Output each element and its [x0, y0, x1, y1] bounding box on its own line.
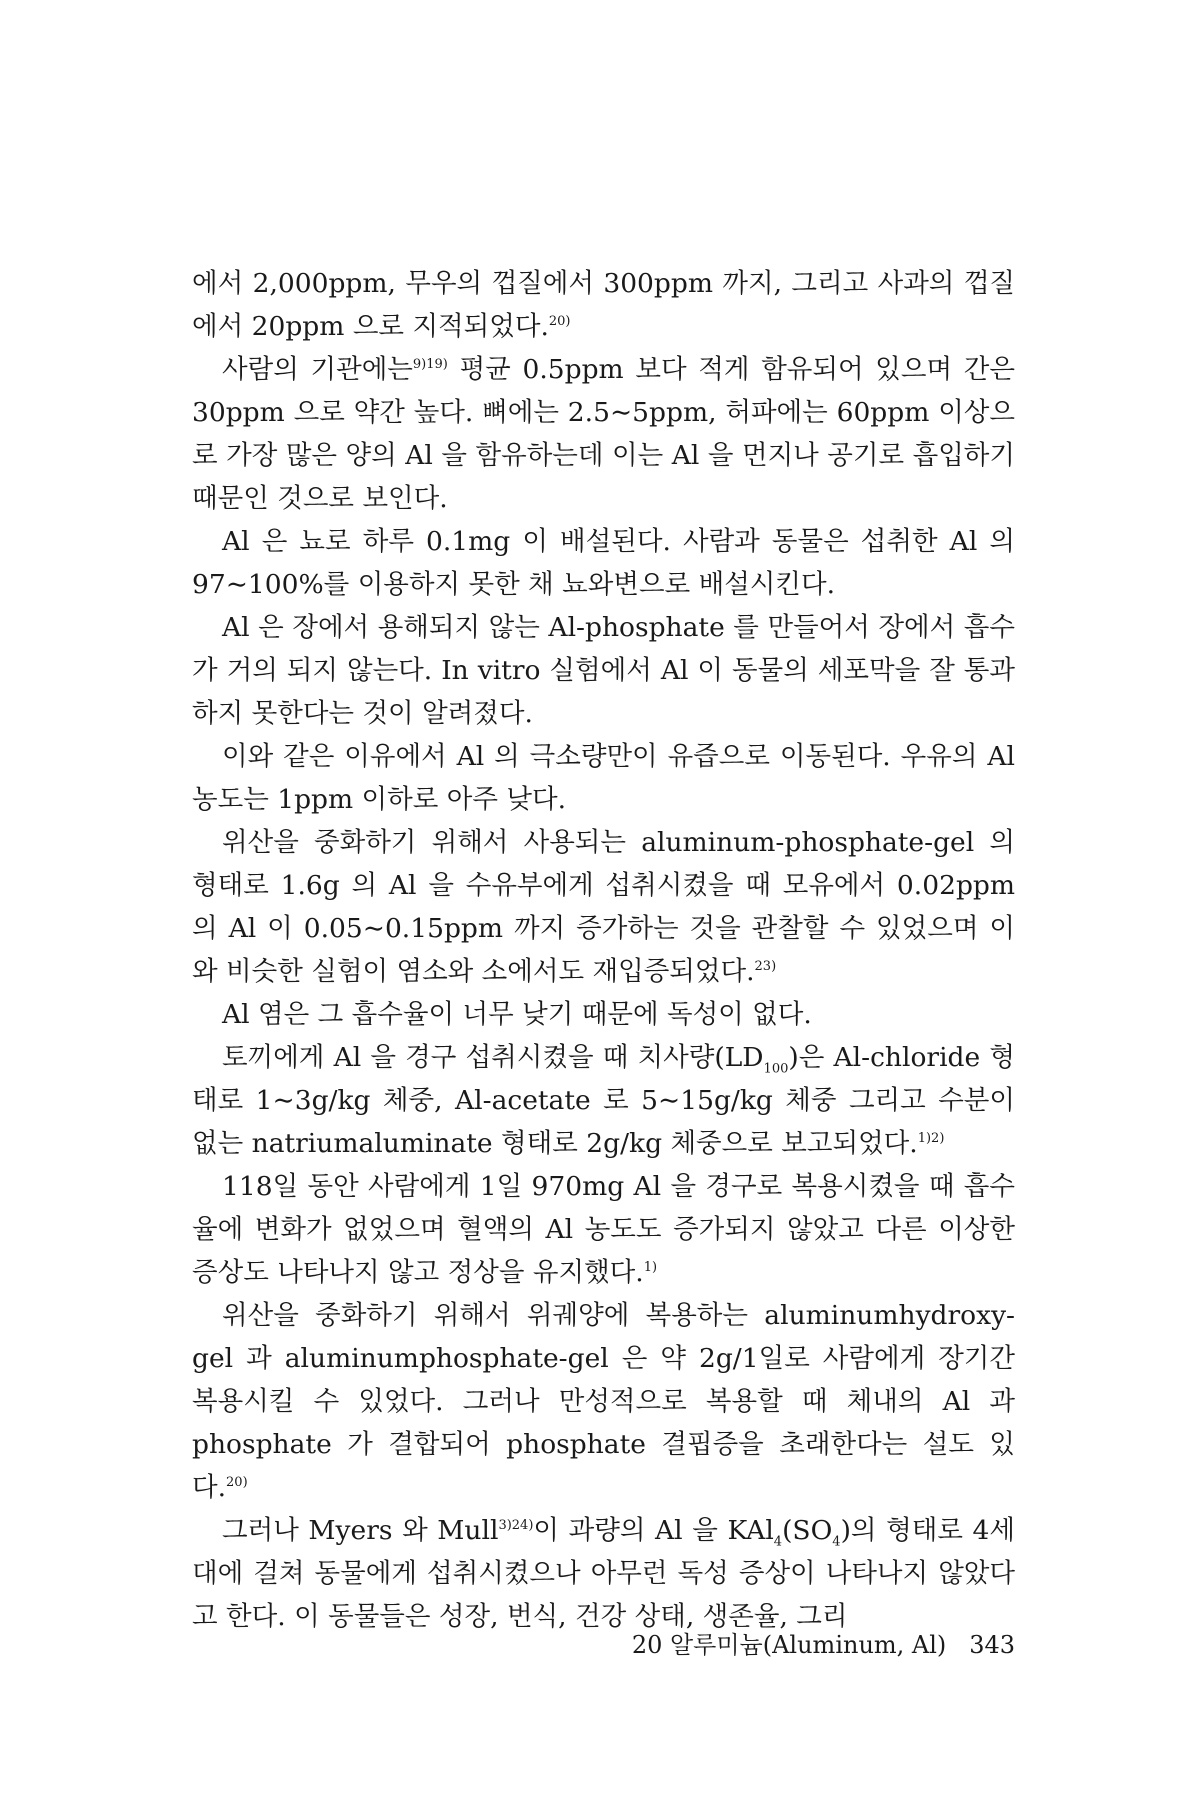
citation-superscript: 20)	[226, 1475, 248, 1491]
text-run: Al 은 장에서 용해되지 않는 Al-phosphate 를 만들어서 장에서 흡수가 거의 되지 않는다. In vitro 실험에서 Al 이 동물의 세포막을 잘 통과하지 못한다는 것이 알려졌다.	[192, 612, 1015, 729]
paragraph	[192, 1294, 1015, 1509]
text-run: 위산을 중화하기 위해서 위궤양에 복용하는 aluminumhydroxy-gel 과 aluminumphosphate-gel 은 약 2g/1일로 사람에게 장기간 복용시킬 수 있었다. 그러나 만성적으로 복용할 때 체내의 Al 과 phosphate 가 결합되어 phosphate 결핍증을 초래한다는 설도 있다.	[192, 1300, 1015, 1503]
paragraph	[192, 348, 1015, 520]
citation-superscript: 3)24)	[498, 1518, 534, 1534]
paragraph	[192, 1036, 1015, 1165]
paragraph	[192, 735, 1015, 821]
text-run: (SO	[782, 1515, 833, 1546]
text-run: 에서 2,000ppm, 무우의 껍질에서 300ppm 까지, 그리고 사과의 껍질에서 20ppm 으로 지적되었다.	[192, 268, 1015, 342]
paragraph	[192, 993, 1015, 1036]
citation-superscript: 9)19)	[412, 357, 448, 373]
page-number: 343	[969, 1631, 1015, 1659]
text-run: 사람의 기관에는	[222, 354, 413, 385]
citation-superscript: 1)2)	[917, 1131, 945, 1147]
text-run: 그러나 Myers 와 Mull	[222, 1515, 499, 1546]
text-run: )의 형태로 4세대에 걸쳐 동물에게 섭취시켰으나 아무런 독성 증상이 나타나지 않았다고 한다. 이 동물들은 성장, 번식, 건강 상태, 생존율, 그리	[192, 1515, 1015, 1632]
subscript: 4	[773, 1534, 783, 1550]
citation-superscript: 20)	[548, 314, 571, 330]
subscript: 100	[763, 1061, 789, 1077]
text-run: 평균 0.5ppm 보다 적게 함유되어 있으며 간은 30ppm 으로 약간 높다. 뼈에는 2.5∼5ppm, 허파에는 60ppm 이상으로 가장 많은 양의 Al 을 함유하는데 이는 Al 을 먼지나 공기로 흡입하기 때문인 것으로 보인다.	[192, 354, 1015, 514]
footer-chapter-title: 20 알루미늄(Aluminum, Al)	[631, 1631, 947, 1659]
paragraph	[192, 520, 1015, 606]
body-text	[192, 262, 1015, 1638]
text-run: 이 과량의 Al 을 KAl	[533, 1515, 774, 1546]
text-run: )은 Al-chloride 형태로 1∼3g/kg 체중, Al-acetate 로 5∼15g/kg 체중 그리고 수분이 없는 natriumaluminate 형태로 2g/kg 체중으로 보고되었다.	[192, 1042, 1015, 1159]
running-footer	[600, 1625, 1015, 1660]
text-run: 118일 동안 사람에게 1일 970mg Al 을 경구로 복용시켰을 때 흡수율에 변화가 없었으며 혈액의 Al 농도도 증가되지 않았고 다른 이상한 증상도 나타나지 않고 정상을 유지했다.	[192, 1171, 1015, 1288]
text-run: 토끼에게 Al 을 경구 섭취시켰을 때 치사량(LD	[222, 1042, 764, 1073]
text-run: Al 은 뇨로 하루 0.1mg 이 배설된다. 사람과 동물은 섭취한 Al 의 97∼100%를 이용하지 못한 채 뇨와변으로 배설시킨다.	[192, 526, 1015, 600]
paragraph	[192, 606, 1015, 735]
text-run: 이와 같은 이유에서 Al 의 극소량만이 유즙으로 이동된다. 우유의 Al 농도는 1ppm 이하로 아주 낮다.	[192, 741, 1015, 815]
paragraph	[192, 262, 1015, 348]
paragraph	[192, 1509, 1015, 1638]
paragraph	[192, 821, 1015, 993]
text-run: Al 염은 그 흡수율이 너무 낮기 때문에 독성이 없다.	[222, 999, 812, 1030]
citation-superscript: 23)	[754, 959, 777, 975]
subscript: 4	[832, 1534, 841, 1550]
text-run: 위산을 중화하기 위해서 사용되는 aluminum-phosphate-gel 의 형태로 1.6g 의 Al 을 수유부에게 섭취시켰을 때 모유에서 0.02ppm 의 Al 이 0.05∼0.15ppm 까지 증가하는 것을 관찰할 수 있었으며 이와 비슷한 실험이 염소와 소에서도 재입증되었다.	[192, 827, 1015, 987]
citation-superscript: 1)	[643, 1260, 658, 1276]
paragraph	[192, 1165, 1015, 1294]
